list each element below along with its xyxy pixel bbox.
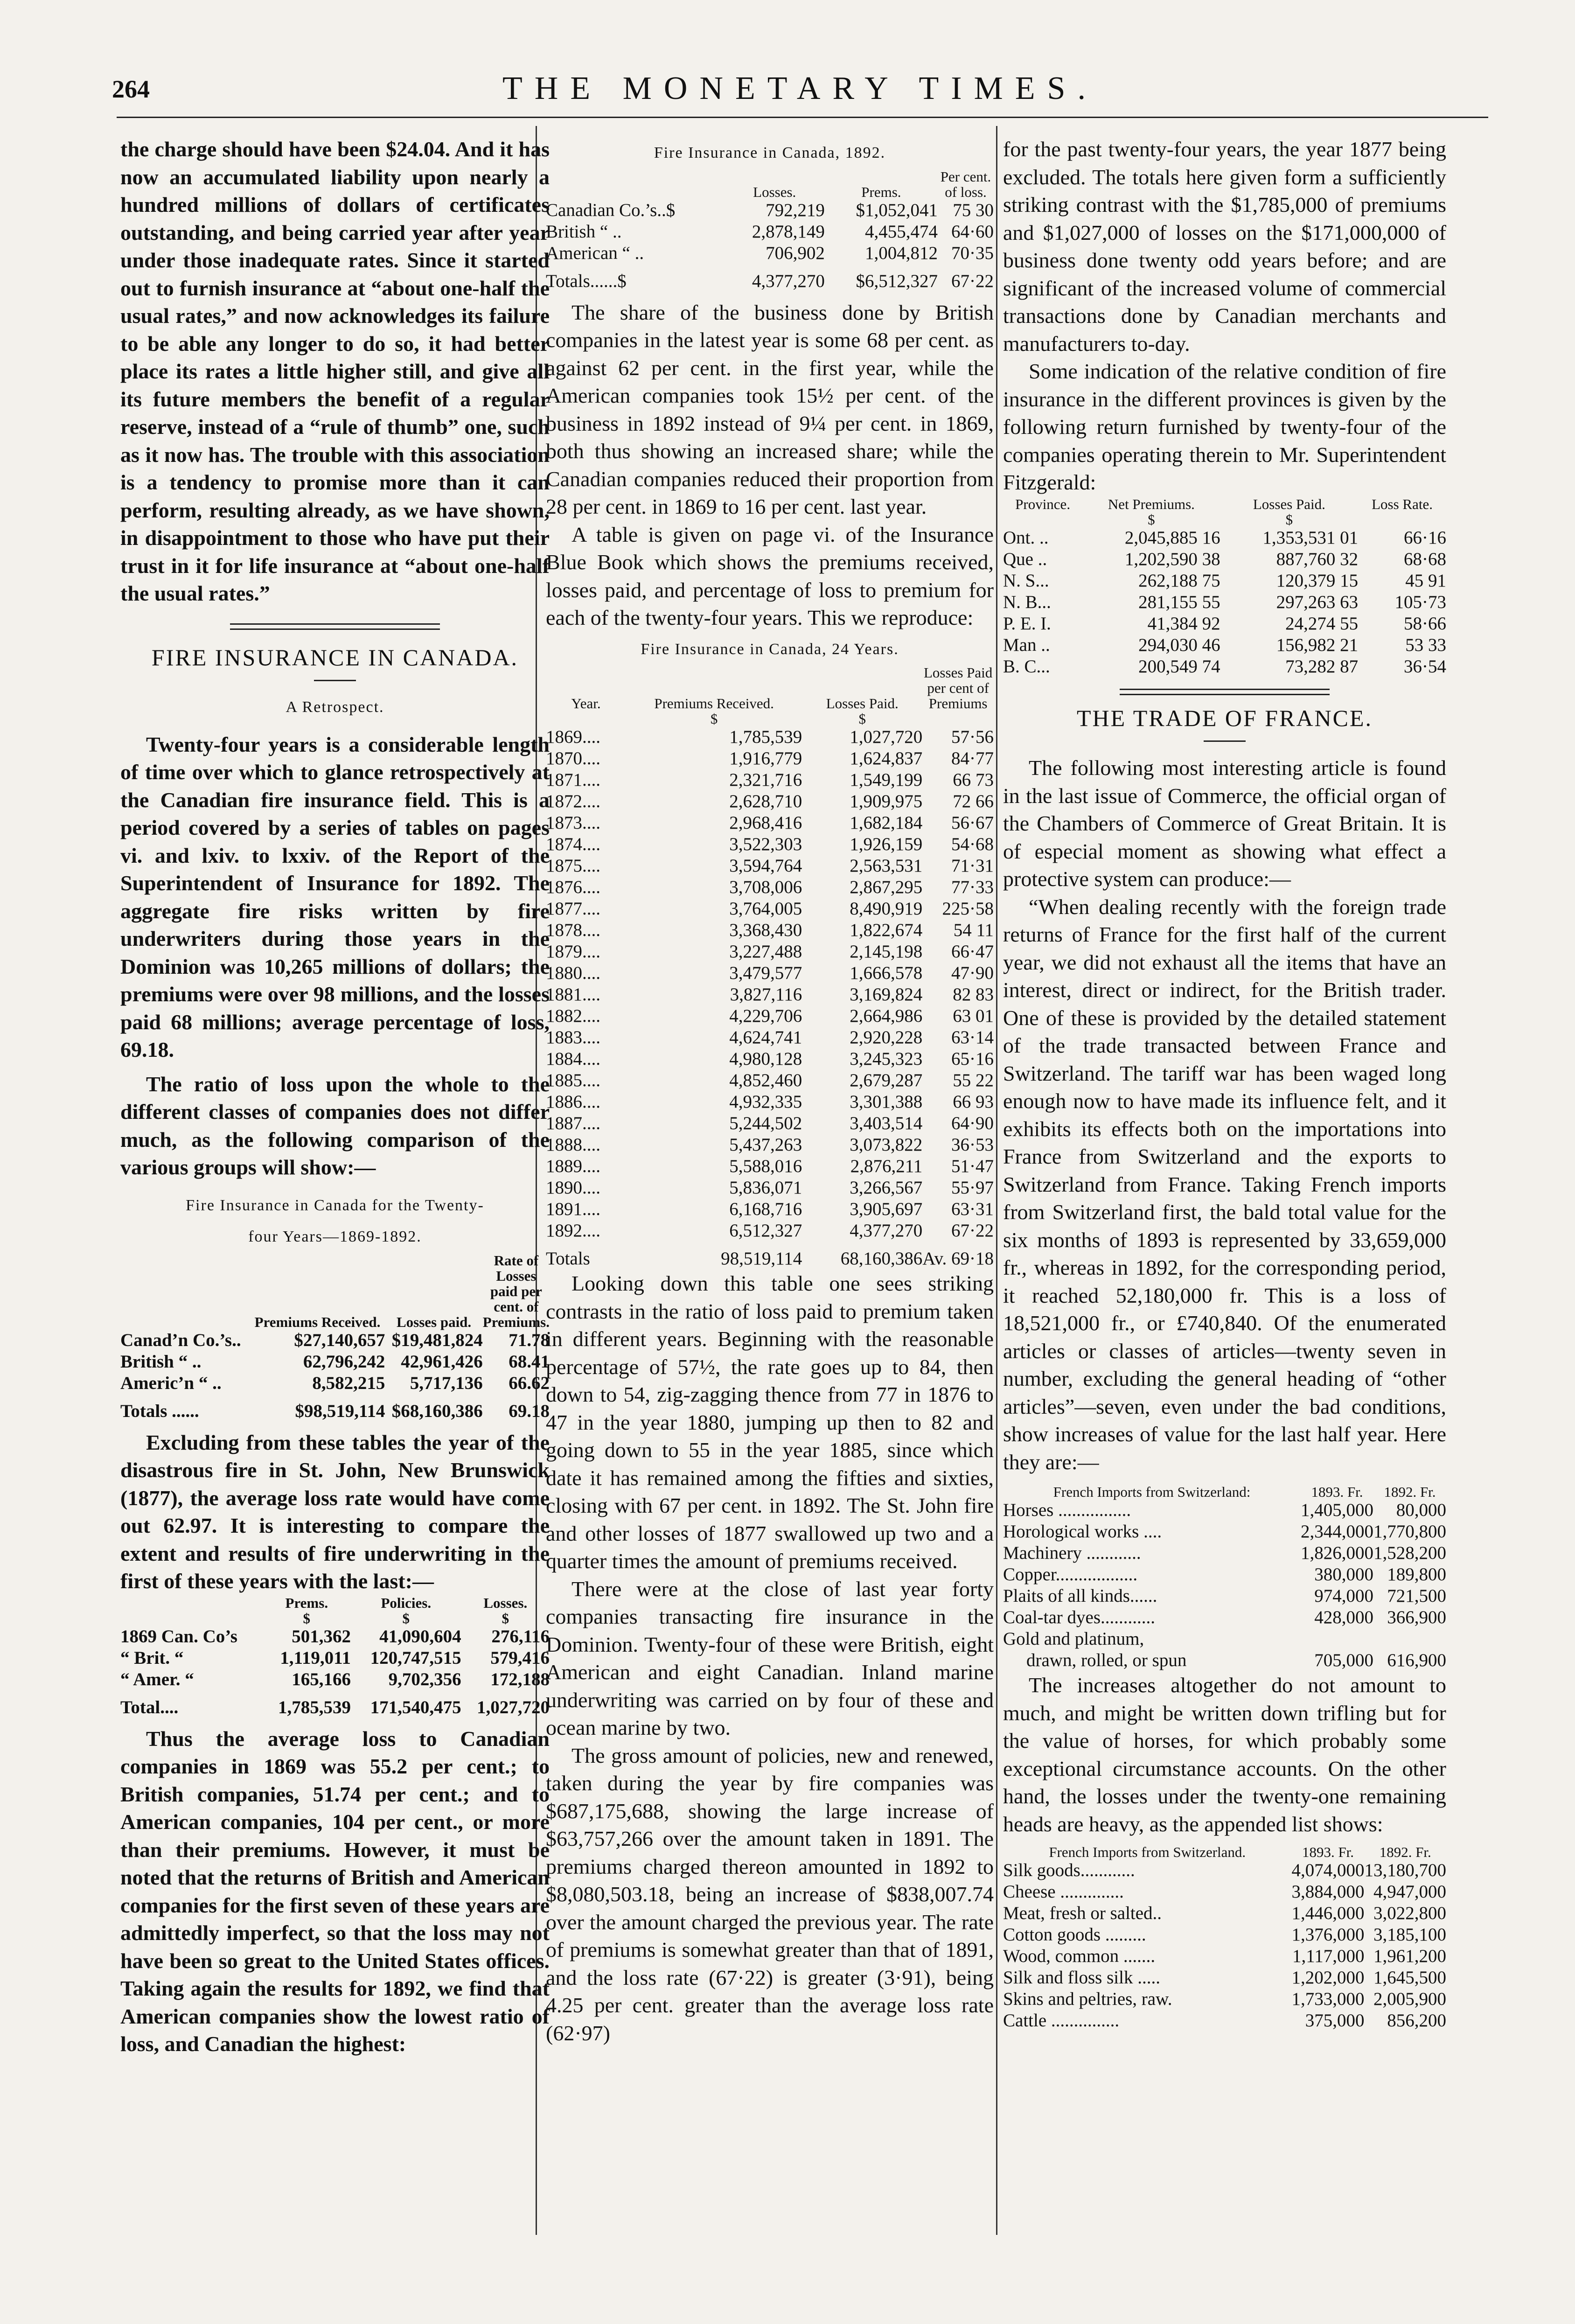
paragraph: Some indication of the relative condition of fire insurance in the different provinces is given by the following return furnished by twenty-four of the companies operating therein to Mr. Superintendent Fitzgerald: (1003, 359, 1446, 494)
column-header: French Imports from Switzerland. (1049, 1844, 1246, 1860)
table-row: Cheese .............. 3,884,000 4,947,000 (1003, 1882, 1446, 1902)
table-row: 1871.... 2,321,716 1,549,199 66 73 (546, 770, 994, 790)
table-row: 1888.... 5,437,263 3,073,822 36·53 (546, 1135, 994, 1155)
table-row: Canadian Co.’s..$ 792,219 $1,052,041 75 30 (546, 200, 994, 220)
table-row: drawn, rolled, or spun 705,000 616,900 (1026, 1650, 1446, 1670)
table-row: 1873.... 2,968,416 1,682,184 56·67 (546, 813, 994, 833)
table-row: 1882.... 4,229,706 2,664,986 63 01 (546, 1006, 994, 1026)
table-total-row: Totals 98,519,114 68,160,386 Av. 69·18 (546, 1249, 994, 1269)
column-header: Prems. (861, 183, 901, 200)
article-heading: FIRE INSURANCE IN CANADA. (151, 644, 519, 670)
column-header: Losses paid. (396, 1313, 472, 1330)
table-row: 1880.... 3,479,577 1,666,578 47·90 (546, 963, 994, 983)
table-row: Plaits of all kinds...... 974,000 721,500 (1003, 1586, 1446, 1606)
column-header: Losses. (753, 183, 796, 200)
paragraph: Twenty-four years is a considerable length of time over which to glance retrospectively at the Canadian fire insurance field. This is a period covered by a series of tables on pages vi. and lxiv. to lxxiv. of the Report of the Superintendent of Insurance for 1892. The aggregate fire risks written by fire underwriters during those years in the Dominion was 10,265 millions of dollars; the premiums were over 98 millions, and the losses paid 68 millions; average percentage of loss, 69.18. (120, 732, 550, 1061)
column-header: Loss Rate. (1372, 496, 1433, 512)
column-header: 1892. Fr. (1379, 1844, 1431, 1860)
table-row: 1887.... 5,244,502 3,403,514 64·90 (546, 1113, 994, 1133)
article-subheading: A Retrospect. (286, 698, 384, 716)
column-header: Province. (1015, 496, 1071, 512)
column-header: 1893. Fr. (1302, 1844, 1354, 1860)
table-row: 1877.... 3,764,005 8,490,919 225·58 (546, 899, 994, 919)
table-row: Ont. .. 2,045,885 16 1,353,531 01 66·16 (1003, 527, 1446, 548)
table-row: 1875.... 3,594,764 2,563,531 71·31 (546, 856, 994, 876)
table-row: 1876.... 3,708,006 2,867,295 77·33 (546, 877, 994, 897)
table-row: Wood, common ....... 1,117,000 1,961,200 (1003, 1946, 1446, 1966)
paragraph: The share of the business done by British companies in the latest year is some 68 per cent. as against 62 per cent. in the first year, while the American companies took 15½ per cent. of the business in 1892 instead of 9¼ per cent. in 1869, both thus showing an increased share; while the Canadian companies reduced their proportion from 28 per cent. in 1869 to 16 per cent. last year. (546, 300, 994, 518)
article-heading: THE TRADE OF FRANCE. (1076, 705, 1373, 731)
table-row: P. E. I. 41,384 92 24,274 55 58·66 (1003, 613, 1446, 634)
table-row: “ Amer. “ 165,166 9,702,356 172,188 (120, 1669, 550, 1689)
table-row: 1885.... 4,852,460 2,679,287 55 22 (546, 1070, 994, 1090)
table-caption: Fire Insurance in Canada, 1892. (654, 144, 886, 161)
first-last-year-table: Prems. Policies. Losses. $ $ $ 1869 Can. Co’s 501,362 41,090,604 276,116 “ Brit. “ 1,119,011 120,747,515 579,416 “ Amer. “ 165,166 9,702,356 172,188 Total.... 1,785,539 171,540,475 1,027,720 (120, 1594, 550, 1717)
table-row: 1881.... 3,827,116 3,169,824 82 83 (546, 984, 994, 1005)
section-divider (1120, 689, 1330, 695)
column-header: Policies. (381, 1594, 432, 1611)
table-row: B. C... 200,549 74 73,282 87 36·54 (1003, 656, 1446, 677)
increases-table (1003, 1484, 1446, 1671)
column-header: Losses Paid. (826, 695, 899, 712)
column-header: Prems. (285, 1594, 328, 1611)
paragraph: There were at the close of last year forty companies transacting fire insurance in the Dominion. Twenty-four of these were British, eight American and eight Canadian. Inland marine underwriting was carried on by four of these and ocean marine by two. (546, 1577, 994, 1739)
table-row: Silk and floss silk ..... 1,202,000 1,645,500 (1003, 1968, 1446, 1988)
table-row: 1879.... 3,227,488 2,145,198 66·47 (546, 942, 994, 962)
column-3 (1003, 135, 1446, 2031)
table-row: Coal-tar dyes............ 428,000 366,900 (1003, 1607, 1446, 1627)
table-row: Canad’n Co.’s.. $27,140,657 $19,481,824 71.78 (120, 1330, 550, 1350)
table-row: “ Brit. “ 1,119,011 120,747,515 579,416 (120, 1647, 550, 1668)
paragraph: A table is given on page vi. of the Insurance Blue Book which shows the premiums received, losses paid, and percentage of loss to premium for each of the twenty-four years. This we reproduce: (546, 522, 994, 629)
table-row: Skins and peltries, raw. 1,733,000 2,005,900 (1003, 1989, 1446, 2009)
column-header: French Imports from Switzerland: (1053, 1484, 1251, 1500)
table-row: Horological works .... 2,344,000 1,770,800 (1003, 1521, 1446, 1542)
column-2 (546, 135, 994, 2047)
table-caption: four Years—1869-1892. (248, 1228, 422, 1245)
table-row: 1872.... 2,628,710 1,909,975 72 66 (546, 791, 994, 811)
table-row: 1884.... 4,980,128 3,245,323 65·16 (546, 1049, 994, 1069)
paragraph: The gross amount of policies, new and renewed, taken during the year by fire companies was $687,175,688, showing the large increase of $63,757,266 over the amount taken in 1891. The premiums charged thereon amounted in 1892 to $8,080,503.18, being an increase of $838,007.74 over the amount charged the previous year. The rate of premiums is somewhat greater than that of 1891, and the loss rate (67·22) is greater (3·91), being 4.25 per cent. greater than the average loss rate (62·97) (546, 1743, 994, 2045)
twenty-four-years-table: Year. Premiums Received. Losses Paid. Losses Paid per cent of Premiums $ $ 1869.... 1,785,539 1,027,720 57·56 1870.... 1,916,779 1,624,837 84·77 1871.... 2,321,716 1,549,199 66 73 1872.... 2,628,710 1,909,975 72 66 1873.... 2,968,416 1,682,184 56·67 1874.... 3,522,303 1,926,159 54·68 1875.... 3,594,764 2,563,531 71·31 1876.... 3,708,006 2,867,295 77·33 1877.... 3,764,005 8,490,919 225·58 1878.... 3,368,430 1,822,674 54 11 1879.... 3,227,488 2,145,198 66·47 1880.... 3,479,577 1,666,578 47·90 1881.... 3,827,116 3,169,824 82 83 1882.... 4,229,706 2,664,986 63 01 1883.... 4,624,741 2,920,228 63·14 1884.... 4,980,128 3,245,323 65·16 1885.... 4,852,460 2,679,287 55 22 1886.... 4,932,335 3,301,388 66 93 1887.... 5,244,502 3,403,514 64·90 1888.... 5,437,263 3,073,822 36·53 1889.... 5,588,016 2,876,211 51·47 1890.... 5,836,071 3,266,567 55·97 1891.... 6,168,716 3,905,697 63·31 1892.... 6,512,327 4,377,270 67·22 Totals 98,519,114 68,160,386 Av. 69·18 (546, 664, 994, 1269)
table-row: 1878.... 3,368,430 1,822,674 54 11 (546, 920, 994, 940)
provinces-table: Province. Net Premiums. Losses Paid. Loss Rate. $ $ Ont. .. 2,045,885 16 1,353,531 01 66·16 Que .. 1,202,590 38 887,760 32 68·68 N. S... 262,188 75 120,379 15 45 91 N. B... 281,155 55 297,263 63 105·73 P. E. I. 41,384 92 24,274 55 58·66 Man .. 294,030 46 156,982 21 53 33 B. C... 200,549 74 73,282 87 36·54 (1003, 496, 1446, 677)
table-row: Gold and platinum, (1003, 1629, 1144, 1649)
short-rule (1204, 740, 1246, 742)
table-row: 1891.... 6,168,716 3,905,697 63·31 (546, 1199, 994, 1219)
paragraph: “When dealing recently with the foreign trade returns of France for the first half of the current year, we did not exhaust all the items that have an interest, direct or indirect, for the British trader. One of these is provided by the detailed statement of the trade transacted between France and Switzerland. The tariff war has been waged long enough now to have made its influence felt, and it exhibits its effects both on the importations into France from Switzerland and the exports to Switzerland from France. Taking French imports from Switzerland first, the bald total value for the six months of 1893 is represented by 33,659,000 fr., whereas in 1892, for the corresponding period, it reached 52,180,000 fr. This is a loss of 18,521,000 fr., or £740,840. Of the enumerated articles or classes of articles—twenty seven in number, excluding the general heading of “other articles”—seven, even under the bad conditions, show increases of value for the last half year. Here they are:— (1003, 894, 1446, 1474)
table-row: Cotton goods ......... 1,376,000 3,185,100 (1003, 1925, 1446, 1945)
table-row: Horses ................ 1,405,000 80,000 (1003, 1500, 1446, 1520)
table-row: 1892.... 6,512,327 4,377,270 67·22 (546, 1221, 994, 1241)
column-header: 1892. Fr. (1384, 1484, 1436, 1500)
table-row: Cattle ............... 375,000 856,200 (1003, 2010, 1446, 2031)
table-total-row: Total.... 1,785,539 171,540,475 1,027,720 (120, 1697, 550, 1717)
group-comparison-table (120, 1253, 550, 1422)
column-1 (120, 135, 550, 2058)
table-row: 1869 Can. Co’s 501,362 41,090,604 276,116 (120, 1626, 550, 1647)
column-header: Losses Paid per cent of Premiums (924, 664, 993, 712)
column-header: Losses. (483, 1594, 528, 1611)
header-rule (117, 117, 1488, 118)
table-row: Machinery ............ 1,826,000 1,528,200 (1003, 1543, 1446, 1563)
table-row: British “ .. 2,878,149 4,455,474 64·60 (546, 221, 994, 242)
table-row: Copper.................. 380,000 189,800 (1003, 1564, 1446, 1584)
paragraph: Excluding from these tables the year of the disastrous fire in St. John, New Brunswick (1877), the average loss rate would have come out 62.97. It is interesting to compare the extent and results of fire underwriting in the first of these years with the last:— (120, 1430, 550, 1593)
paragraph: The ratio of loss upon the whole to the different classes of companies does not differ much, as the following comparison of the various groups will show:— (120, 1072, 550, 1179)
section-divider (230, 623, 440, 630)
page-number: 264 (112, 75, 150, 103)
short-rule (314, 680, 356, 681)
table-row: American “ .. 706,902 1,004,812 70·35 (546, 243, 994, 263)
table-row: 1874.... 3,522,303 1,926,159 54·68 (546, 834, 994, 854)
table-row: N. B... 281,155 55 297,263 63 105·73 (1003, 592, 1446, 612)
table-row: Man .. 294,030 46 156,982 21 53 33 (1003, 635, 1446, 655)
paragraph: The following most interesting article is found in the last issue of Commerce, the official organ of the Chambers of Commerce of Great Britain. It is of especial moment as showing what effect a protective system can produce:— (1003, 756, 1446, 891)
table-row: Americ’n “ .. 8,582,215 5,717,136 66.62 (120, 1373, 550, 1393)
table-total-row: Totals......$ 4,377,270 $6,512,327 67·22 (546, 271, 994, 291)
table-row: British “ .. 62,796,242 42,961,426 68.41 (120, 1351, 550, 1372)
paragraph: for the past twenty-four years, the year 1877 being excluded. The totals here given form a sufficiently striking contrast with the $1,785,000 of premiums and $1,027,000 of losses on the $171,000,000 of business done twenty odd years before; and are significant of the increased volume of commercial transactions done by Canadian merchants and manufacturers to-day. (1003, 137, 1446, 356)
fire-insurance-1892-table (546, 169, 994, 292)
losses-table (1003, 1844, 1446, 2031)
table-caption: Fire Insurance in Canada, 24 Years. (641, 640, 899, 658)
table-total-row: Totals ...... $98,519,114 $68,160,386 69.18 (120, 1401, 550, 1421)
table-row: N. S... 262,188 75 120,379 15 45 91 (1003, 570, 1446, 591)
table-row: 1890.... 5,836,071 3,266,567 55·97 (546, 1178, 994, 1198)
table-row: 1870.... 1,916,779 1,624,837 84·77 (546, 748, 994, 768)
paragraph: Looking down this table one sees striking contrasts in the ratio of loss paid to premium taken in different years. Beginning with the reasonable percentage of 57½, the rate goes up to 84, then down to 54, zig-zagging thence from 77 in 1876 to 47 in the year 1880, jumping up then to 82 and going down to 55 in the year 1885, since which date it has remained among the fifties and sixties, closing with 67 per cent. in 1892. The St. John fire and other losses of 1877 swallowed up two and a quarter times the amount of premiums received. (546, 1271, 994, 1573)
column-divider (996, 126, 997, 2235)
column-header: Per cent. of loss. (940, 168, 991, 200)
table-row: Silk goods............ 4,074,000 13,180,700 (1003, 1860, 1446, 1880)
column-header: Rate of Losses paid per cent. of Premiums. (482, 1252, 550, 1330)
table-row: 1869.... 1,785,539 1,027,720 57·56 (546, 727, 994, 747)
paragraph: The increases altogether do not amount to much, and might be written down trifling but for the value of horses, for which probably some exceptional circumstance accounts. On the other hand, the losses under the twenty-one remaining heads are heavy, as the appended list shows: (1003, 1673, 1446, 1836)
column-header: 1893. Fr. (1311, 1484, 1363, 1500)
paragraph: Thus the average loss to Canadian companies in 1869 was 55.2 per cent.; to British companies, 51.74 per cent.; and to American companies, 104 per cent., or more than their premiums. However, it must be noted that the returns of British and American companies for the first seven of these years are admittedly imperfect, so that the loss may not have been so great to the United States offices. Taking again the results for 1892, we find that American companies show the lowest ratio of loss, and Canadian the highest: (120, 1726, 550, 2056)
masthead: THE MONETARY TIMES. (502, 70, 1098, 106)
table-caption: Fire Insurance in Canada for the Twenty- (186, 1196, 484, 1214)
column-header: Premiums Received. (254, 1313, 381, 1330)
column-header: Losses Paid. (1253, 496, 1325, 512)
page-header (112, 70, 1488, 112)
table-row: 1889.... 5,588,016 2,876,211 51·47 (546, 1156, 994, 1176)
intro-paragraph: the charge should have been $24.04. And it has now an accumulated liability upon nearly a hundred millions of dollars of certificates outstanding, and being carried year after year under those inadequate rates. Since it started out to furnish insurance at “about one-half the usual rates,” and now acknowledges its failure to be able any longer to do so, it had better place its rates a little higher still, and give all its future members the benefit of a regular reserve, instead of a “rule of thumb” one, such as it now has. The trouble with this association is a tendency to promise more than it can perform, resulting already, as we have shown, in disappointment to those who have put their trust in it for life insurance at “about one-half the usual rates.” (120, 137, 550, 605)
table-row: 1886.... 4,932,335 3,301,388 66 93 (546, 1092, 994, 1112)
table-row: Que .. 1,202,590 38 887,760 32 68·68 (1003, 549, 1446, 569)
column-header: Year. (571, 695, 601, 712)
table-row: Meat, fresh or salted.. 1,446,000 3,022,800 (1003, 1903, 1446, 1923)
column-header: Premiums Received. (654, 695, 774, 712)
column-header: Net Premiums. (1108, 496, 1195, 512)
table-row: 1883.... 4,624,741 2,920,228 63·14 (546, 1027, 994, 1047)
